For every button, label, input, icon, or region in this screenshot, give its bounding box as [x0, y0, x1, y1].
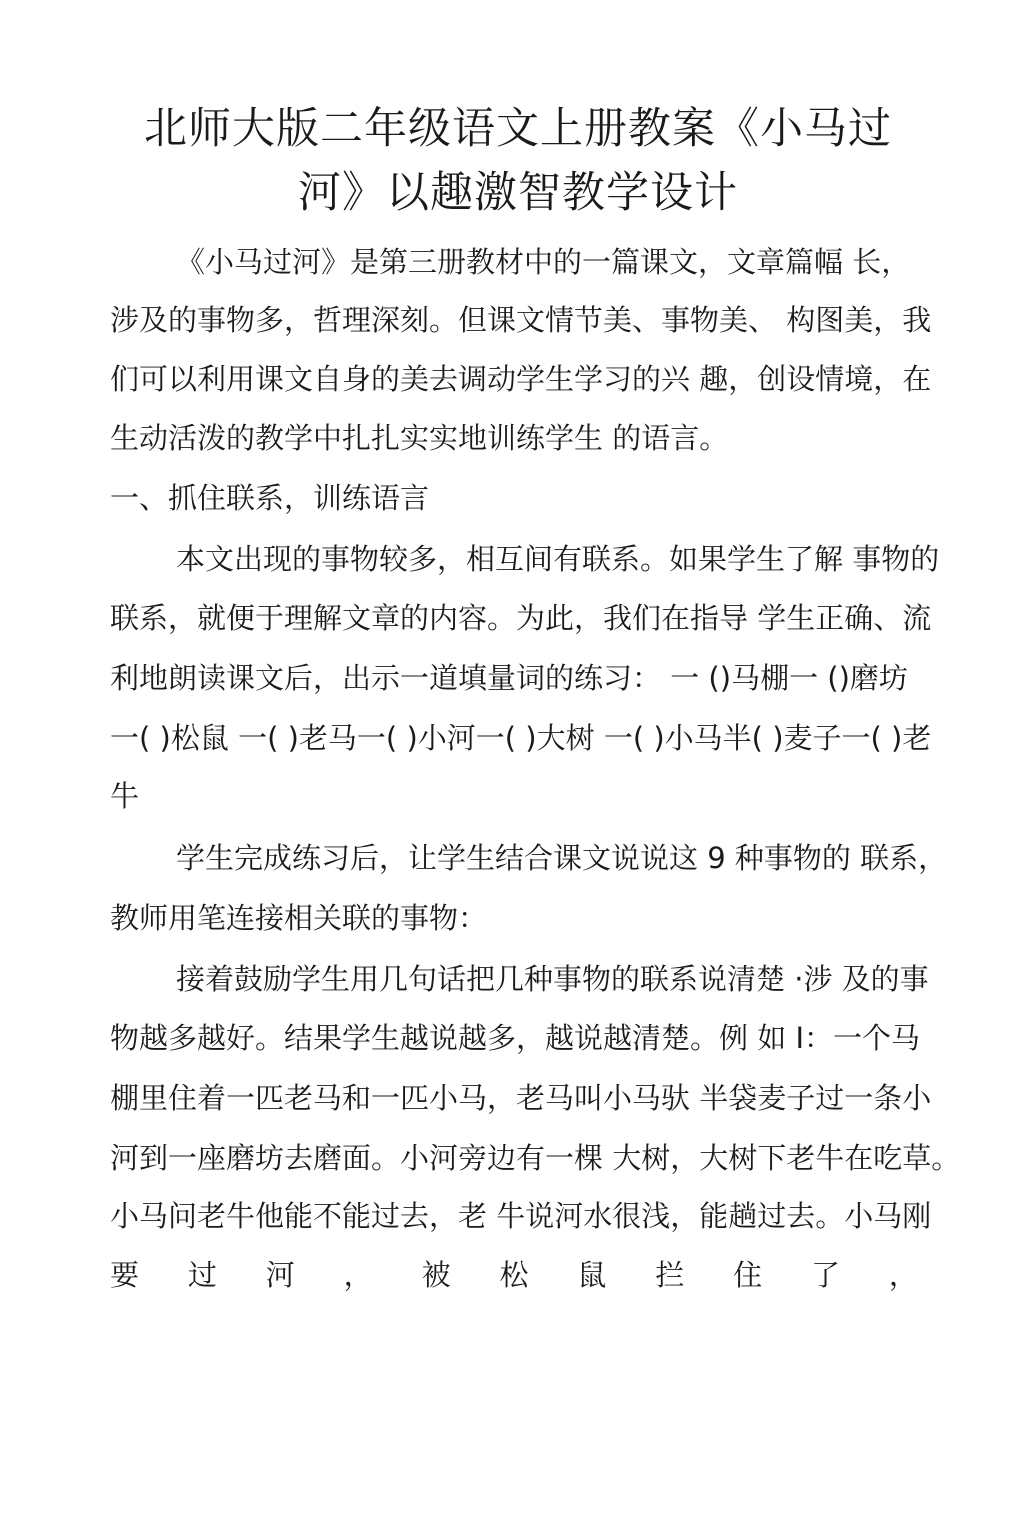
char: 松: [499, 1258, 529, 1292]
char: 被: [421, 1258, 451, 1292]
paragraph-line: 《小马过河》是第三册教材中的一篇课文，文章篇幅 长，: [176, 245, 911, 279]
document-title-line-1: 北师大版二年级语文上册教案《小马过: [144, 104, 892, 154]
paragraph-line: 本文出现的事物较多，相互间有联系。如果学生了解 事物的: [176, 542, 940, 576]
paragraph-line: 物越多越好。结果学生越说越多，越说越清楚。例 如 I：一个马: [110, 1021, 920, 1055]
paragraph-line: 联系，就便于理解文章的内容。为此，我们在指导 学生正确、流: [110, 601, 932, 635]
char: 拦: [655, 1258, 685, 1292]
paragraph-line: 生动活泼的教学中扎扎实实地训练学生 的语言。: [110, 421, 729, 455]
paragraph-line: 牛: [110, 779, 140, 813]
paragraph-line: 一( )松鼠 一( )老马一( )小河一( )大树 一( )小马半( )麦子一( )老: [110, 721, 932, 755]
char: ，: [343, 1258, 373, 1292]
paragraph-line: 棚里住着一匹老马和一匹小马，老马叫小马驮 半袋麦子过一条小: [110, 1081, 932, 1115]
paragraph-line: 教师用笔连接相关联的事物：: [110, 901, 488, 935]
paragraph-line: 们可以利用课文自身的美去调动学生学习的兴 趣，创设情境，在: [110, 362, 932, 396]
char: 要: [110, 1258, 140, 1292]
char: 住: [733, 1258, 763, 1292]
char: 了: [811, 1258, 841, 1292]
char: 过: [187, 1258, 217, 1292]
paragraph-line: 利地朗读课文后，出示一道填量词的练习： 一 ()马棚一 ()磨坊: [110, 661, 908, 695]
paragraph-line: 学生完成练习后，让学生结合课文说说这 9 种事物的 联系，: [176, 841, 948, 875]
char: ，: [888, 1258, 918, 1292]
char: 河: [265, 1258, 295, 1292]
paragraph-line: 小马问老牛他能不能过去，老 牛说河水很浅，能趟过去。小马刚: [110, 1199, 932, 1233]
paragraph-line: 接着鼓励学生用几句话把几种事物的联系说清楚 ·涉 及的事: [176, 962, 929, 996]
section-heading: 一、抓住联系，训练语言: [110, 481, 430, 515]
paragraph-line: 河到一座磨坊去磨面。小河旁边有一棵 大树，大树下老牛在吃草。: [110, 1141, 961, 1175]
char: 鼠: [577, 1258, 607, 1292]
document-title-line-2: 河》以趣激智教学设计: [298, 168, 738, 218]
justified-last-line: [110, 1257, 918, 1293]
paragraph-line: 涉及的事物多，哲理深刻。但课文情节美、事物美、 构图美，我: [110, 303, 932, 337]
